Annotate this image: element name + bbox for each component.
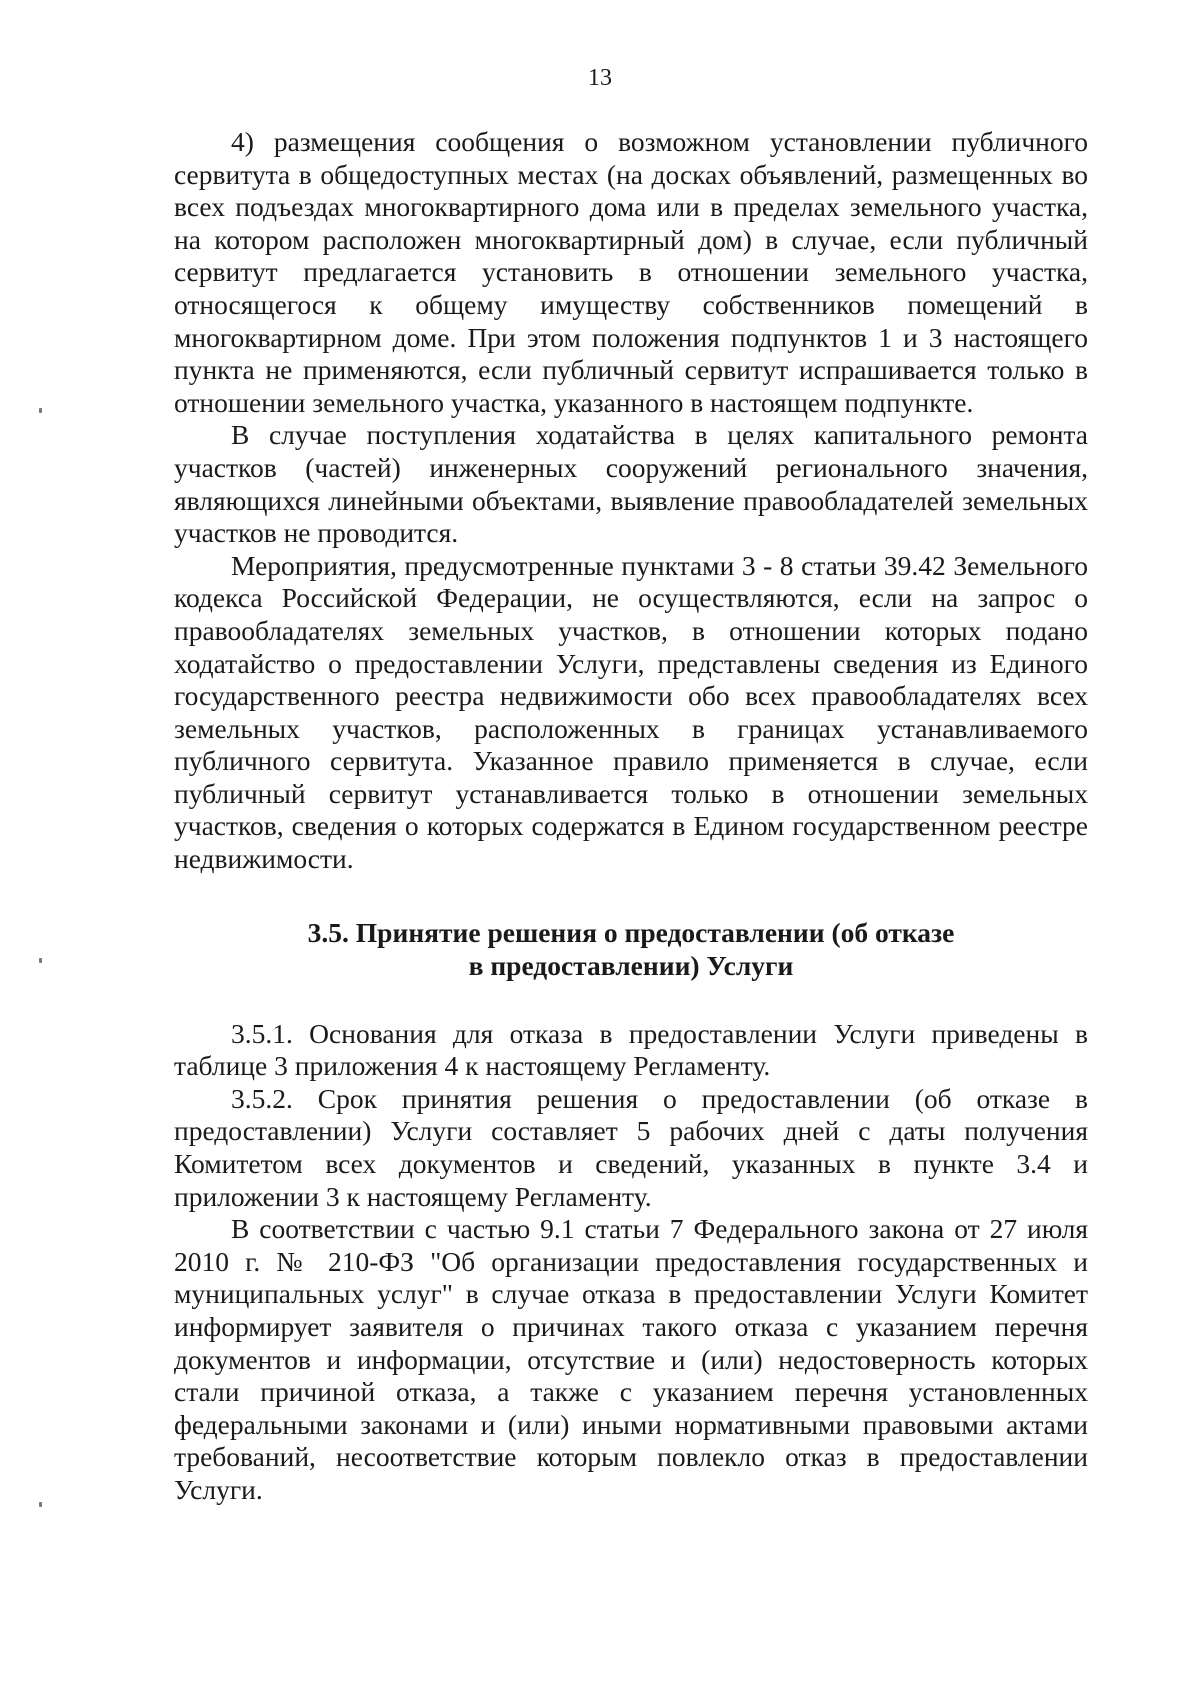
paragraph-measures: Мероприятия, предусмотренные пунктами 3 - 8 статьи 39.42 Земельного кодекса Российской Федерации, не осуществляются, если на запрос о правообладателях земельных участков, в отношении которых подано ходатайство о предоставлении Услуги, представлены сведения из Единого государственного реестра недвижимости обо всех правообладателях всех земельных участков, расположенных в границах устанавливаемого публичного сервитута. Указанное правило применяется в случае, если публичный сервитут устанавливается только в отношении земельных участков, сведения о которых содержатся в Едином государственном реестре недвижимости. — [174, 549, 1088, 875]
scan-speck — [39, 408, 42, 413]
scan-speck — [39, 958, 42, 963]
section-heading-line-1: 3.5. Принятие решения о предоставлении (об отказе — [307, 916, 955, 948]
paragraph-3-5-1: 3.5.1. Основания для отказа в предоставлении Услуги приведены в таблице 3 приложения 4 к настоящему Регламенту. — [174, 1017, 1088, 1082]
section-heading — [174, 916, 1088, 982]
page-number: 13 — [588, 65, 612, 91]
paragraph-item-4: 4) размещения сообщения о возможном установлении публичного сервитута в общедоступных местах (на досках объявлений, размещенных во всех подъездах многоквартирного дома или в пределах земельного участка, на котором расположен многоквартирный дом) в случае, если публичный сервитут предлагается установить в отношении земельного участка, относящегося к общему имуществу собственников помещений в многоквартирном доме. При этом положения подпунктов 1 и 3 настоящего пункта не применяются, если публичный сервитут испрашивается только в отношении земельного участка, указанного в настоящем подпункте. — [174, 126, 1088, 418]
document-body — [174, 126, 1088, 1507]
section-heading-line-2: в предоставлении) Услуги — [468, 949, 794, 981]
paragraph-refusal-info: В соответствии с частью 9.1 статьи 7 Федерального закона от 27 июля 2010 г. № 210-ФЗ "Об организации предоставления государственных и муниципальных услуг" в случае отказа в предоставлении Услуги Комитет информирует заявителя о причинах такого отказа с указанием перечня документов и информации, отсутствие и (или) недостоверность которых стали причиной отказа, а также с указанием перечня установленных федеральными законами и (или) иными нормативными правовыми актами требований, несоответствие которым повлекло отказ в предоставлении Услуги. — [174, 1213, 1088, 1505]
paragraph-3-5-2: 3.5.2. Срок принятия решения о предоставлении (об отказе в предоставлении) Услуги составляет 5 рабочих дней с даты получения Комитетом всех документов и сведений, указанных в пункте 3.4 и приложении 3 к настоящему Регламенту. — [174, 1082, 1088, 1212]
scan-speck — [39, 1502, 42, 1507]
paragraph-capital-repair: В случае поступления ходатайства в целях капитального ремонта участков (частей) инженерных сооружений регионального значения, являющихся линейными объектами, выявление правообладателей земельных участков не проводится. — [174, 419, 1088, 549]
